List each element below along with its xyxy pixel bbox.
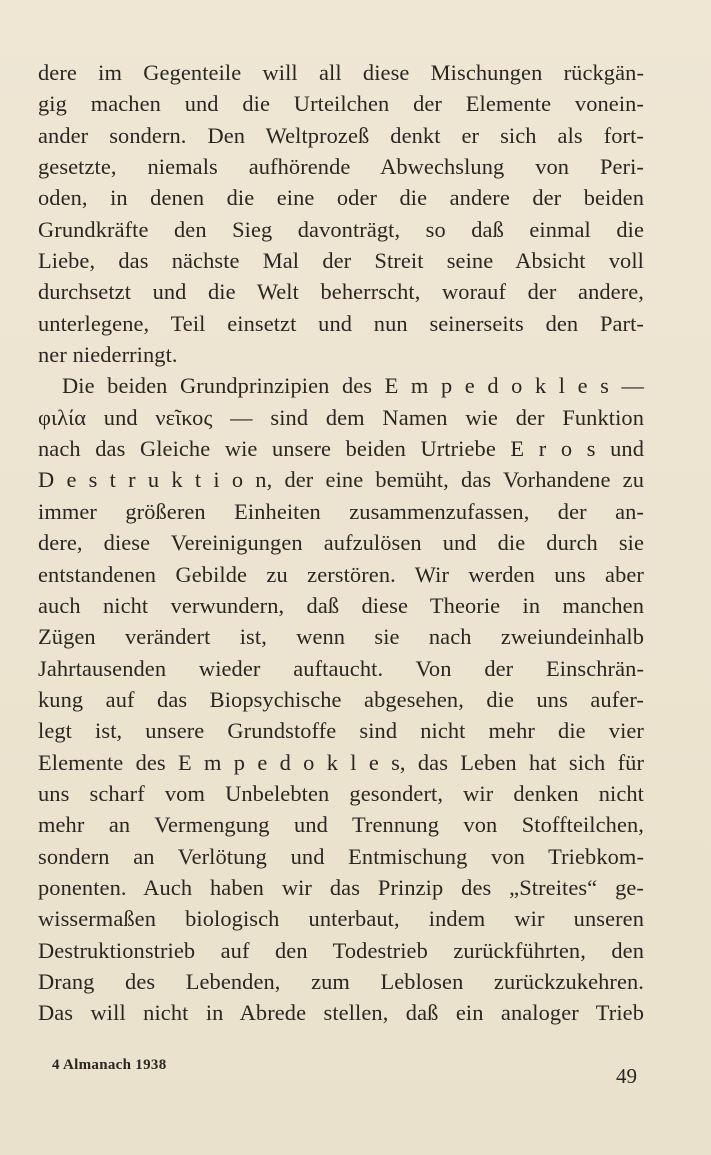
text-line: gesetzte, niemals aufhörende Abwechslung von Peri- [38, 154, 644, 180]
text-line: D e s t r u k t i o n, der eine bemüht, das Vorhandene zu [38, 467, 644, 493]
body-text [38, 57, 644, 1029]
text-line: ner niederringt. [38, 342, 178, 368]
text-line: φιλία und νεῖκος — sind dem Namen wie der Funktion [38, 404, 644, 430]
text-line: auch nicht verwundern, daß diese Theorie in manchen [38, 592, 644, 618]
text-line: mehr an Vermengung und Trennung von Stoffteilchen, [38, 812, 644, 838]
text-line: Das will nicht in Abrede stellen, daß ein analoger Trieb [38, 1000, 644, 1026]
text-line: unterlegene, Teil einsetzt und nun seinerseits den Part- [38, 310, 644, 336]
text-line: entstandenen Gebilde zu zerstören. Wir werden uns aber [38, 561, 644, 587]
text-line: ponenten. Auch haben wir das Prinzip des „Streites“ ge- [38, 874, 644, 900]
text-line: Zügen verändert ist, wenn sie nach zweiundeinhalb [38, 624, 644, 650]
text-line: Die beiden Grundprinzipien des E m p e d o k l e s — [62, 373, 644, 399]
text-line: Grundkräfte den Sieg davonträgt, so daß einmal die [38, 216, 644, 242]
text-line: gig machen und die Urteilchen der Elemente vonein- [38, 91, 644, 117]
text-line: Drang des Lebenden, zum Leblosen zurückzukehren. [38, 968, 644, 994]
text-line: wissermaßen biologisch unterbaut, indem wir unseren [38, 906, 644, 932]
text-line: ander sondern. Den Weltprozeß denkt er sich als fort- [38, 122, 644, 148]
text-line: kung auf das Biopsychische abgesehen, die uns aufer- [38, 686, 644, 712]
text-line: immer größeren Einheiten zusammenzufassen, der an- [38, 498, 644, 524]
text-line: Destruktionstrieb auf den Todestrieb zurückführten, den [38, 937, 644, 963]
text-line: durchsetzt und die Welt beherrscht, worauf der andere, [38, 279, 644, 305]
text-line: uns scharf vom Unbelebten gesondert, wir denken nicht [38, 780, 644, 806]
text-line: oden, in denen die eine oder die andere der beiden [38, 185, 644, 211]
text-line: Liebe, das nächste Mal der Streit seine Absicht voll [38, 248, 644, 274]
text-line: nach das Gleiche wie unsere beiden Urtriebe E r o s und [38, 436, 644, 462]
text-line: Jahrtausenden wieder auftaucht. Von der Einschrän- [38, 655, 644, 681]
text-line: dere im Gegenteile will all diese Mischungen rückgän- [38, 60, 644, 85]
text-line: Elemente des E m p e d o k l e s, das Leben hat sich für [38, 749, 644, 775]
signature-mark: 4 Almanach 1938 [52, 1057, 167, 1073]
text-line: legt ist, unsere Grundstoffe sind nicht mehr die vier [38, 718, 644, 744]
text-line: dere, diese Vereinigungen aufzulösen und die durch sie [38, 530, 644, 556]
text-line: sondern an Verlötung und Entmischung von Triebkom- [38, 843, 644, 869]
page-number: 49 [616, 1064, 637, 1088]
